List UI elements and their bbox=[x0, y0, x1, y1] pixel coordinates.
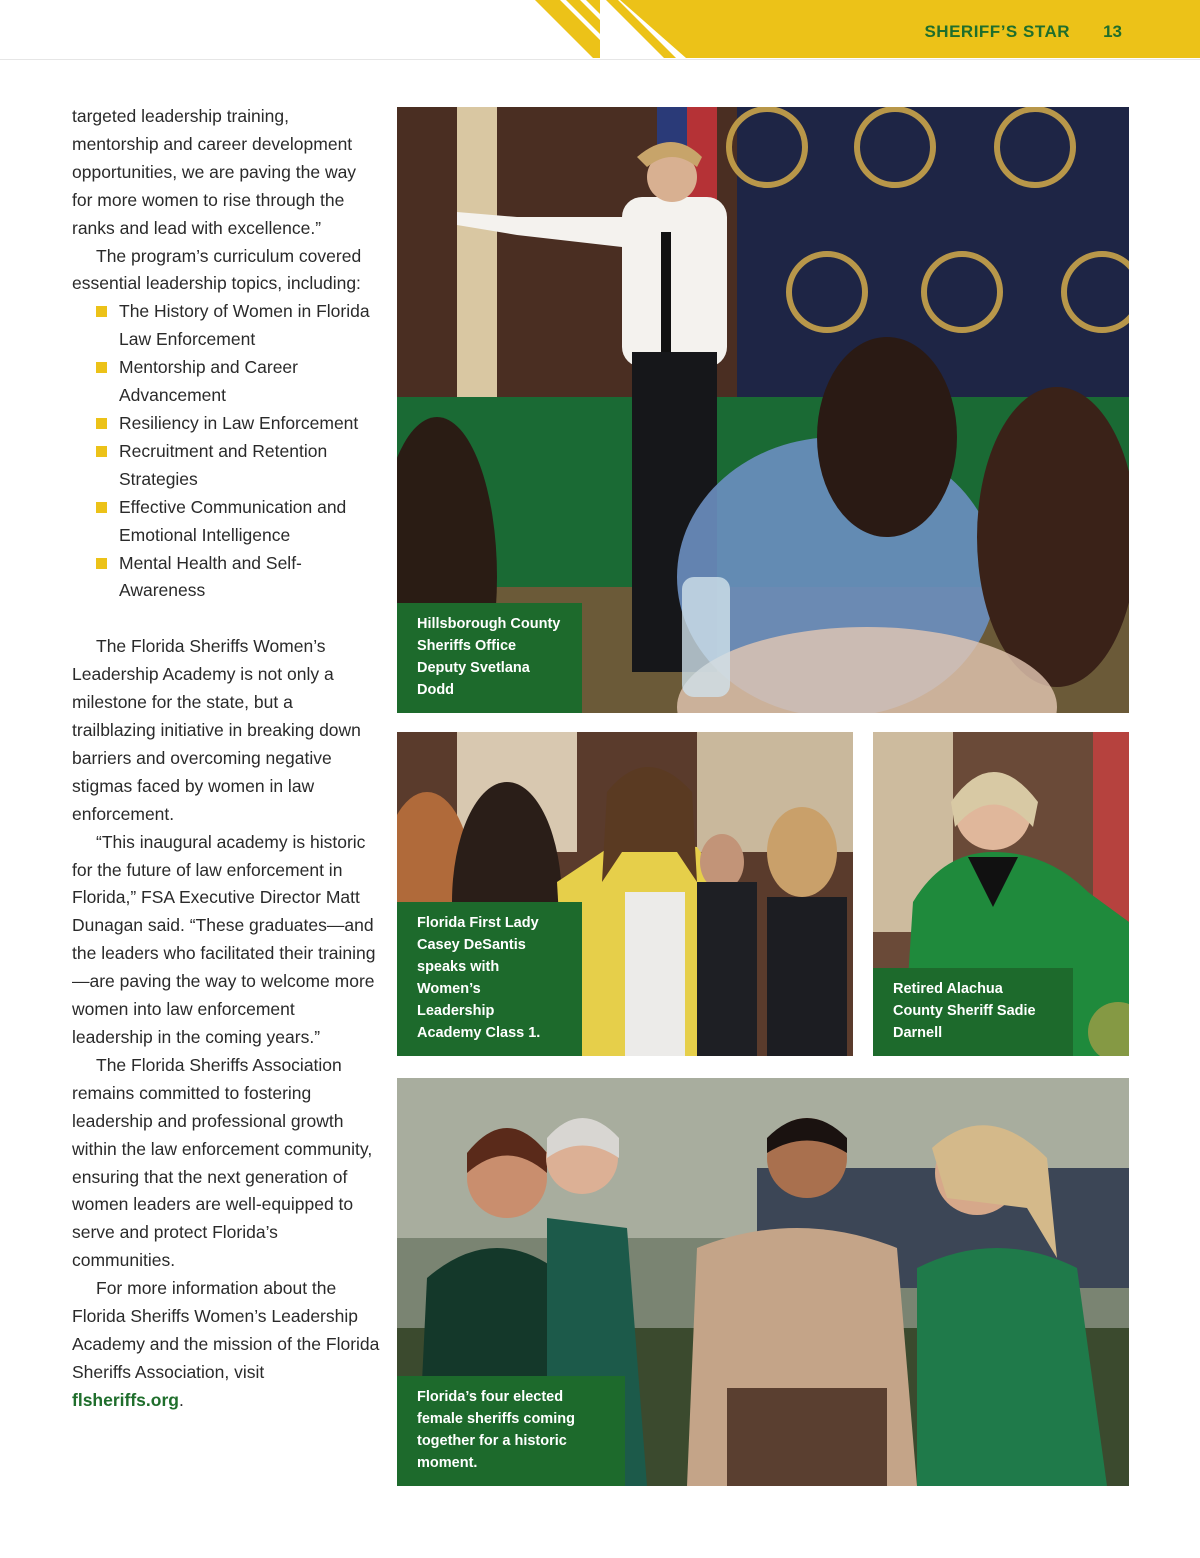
list-item: The History of Women in Florida Law Enforcement bbox=[72, 298, 380, 354]
paragraph-intro-continued: targeted leadership training, mentorship and career development opportunities, we are paving the way for more women to rise through the ranks and lead with excellence.” bbox=[72, 106, 357, 238]
photo-four-sheriffs bbox=[397, 1078, 1129, 1486]
header-divider bbox=[0, 59, 1200, 60]
photo-deputy-speaking bbox=[397, 107, 1129, 713]
paragraph-quote: “This inaugural academy is historic for the future of law enforcement in Florida,” FSA Executive Director Matt Dunagan said. “These graduates—and the leaders who facilitated their training—are paving the way to welcome more women into law enforcement leadership in the coming years.” bbox=[72, 831, 376, 1047]
website-link[interactable]: flsheriffs.org bbox=[72, 1389, 179, 1410]
bullet-icon bbox=[96, 446, 107, 457]
photo-caption: Florida’s four elected female sheriffs coming together for a historic moment. bbox=[397, 1376, 625, 1486]
curriculum-topic-list bbox=[72, 298, 380, 605]
paragraph-curriculum: The program’s curriculum covered essential leadership topics, including: bbox=[72, 245, 362, 294]
bullet-icon bbox=[96, 502, 107, 513]
bullet-icon bbox=[96, 306, 107, 317]
paragraph-commitment: The Florida Sheriffs Association remains committed to fostering leadership and professional growth within the law enforcement community, ensuring that the next generation of women leaders are well-equipped to serve and protect Florida’s communities. bbox=[72, 1054, 373, 1271]
page-number: 13 bbox=[1103, 22, 1122, 41]
photo-retired-sheriff bbox=[873, 732, 1129, 1056]
bullet-icon bbox=[96, 558, 107, 569]
paragraph-more-info: For more information about the Florida Sheriffs Women’s Leadership Academy and the mission of the Florida Sheriffs Association, visit flsheriffs.org. bbox=[72, 1278, 380, 1410]
list-item: Mental Health and Self-Awareness bbox=[72, 550, 380, 606]
list-item: Recruitment and Retention Strategies bbox=[72, 438, 380, 494]
list-item: Effective Communication and Emotional Intelligence bbox=[72, 494, 380, 550]
photo-caption: Retired Alachua County Sheriff Sadie Darnell bbox=[873, 968, 1073, 1056]
paragraph-milestone: The Florida Sheriffs Women’s Leadership Academy is not only a milestone for the state, but a trailblazing initiative in breaking down barriers and overcoming negative stigmas faced by women in law enforcement. bbox=[72, 636, 361, 824]
spacer bbox=[72, 605, 380, 633]
bullet-icon bbox=[96, 418, 107, 429]
bullet-icon bbox=[96, 362, 107, 373]
list-item: Mentorship and Career Advancement bbox=[72, 354, 380, 410]
publication-title: SHERIFF’S STAR bbox=[924, 22, 1070, 41]
photo-first-lady bbox=[397, 732, 853, 1056]
photo-caption: Hillsborough County Sheriffs Office Deputy Svetlana Dodd bbox=[397, 603, 582, 713]
page-header bbox=[0, 0, 1200, 60]
list-item: Resiliency in Law Enforcement bbox=[72, 410, 380, 438]
photo-caption: Florida First Lady Casey DeSantis speaks with Women’s Leadership Academy Class 1. bbox=[397, 902, 582, 1056]
article-column bbox=[72, 103, 380, 1415]
